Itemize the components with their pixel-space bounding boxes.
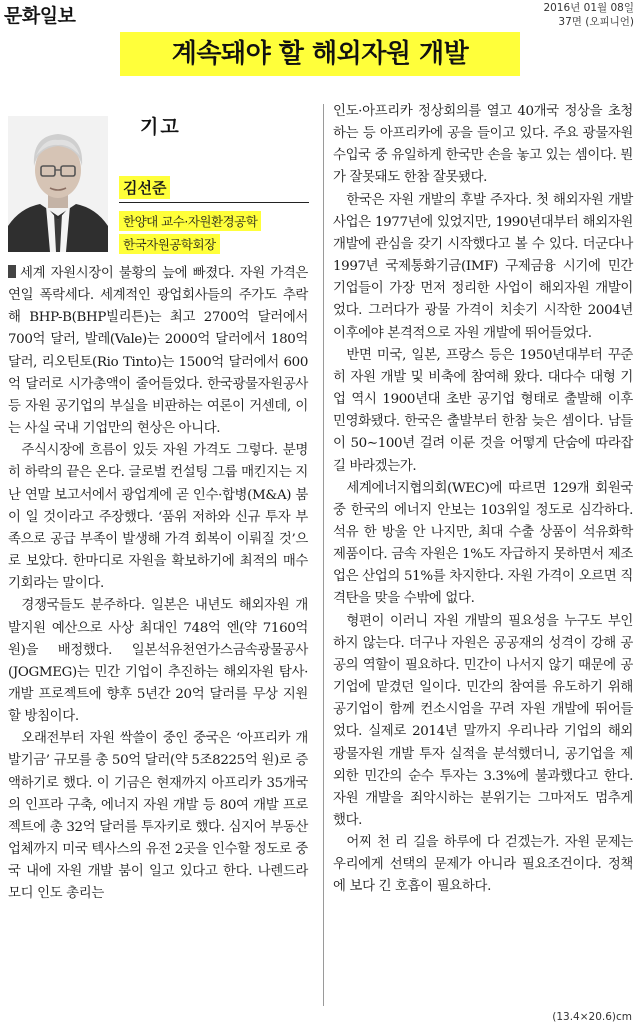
article-headline: 계속돼야 할 해외자원 개발	[171, 39, 469, 69]
byline-divider	[119, 202, 309, 203]
lead-marker	[8, 265, 16, 278]
article-paragraph: 세계에너지협의회(WEC)에 따르면 129개 회원국 중 한국의 에너지 안보는 103위일 정도로 심각하다. 석유 한 방울 안 나지만, 최대 수출 상품이 석유화학 제품이다. 금속 자원은 1%도 자급하지 못하면서 제조업은 산업의 51%를 차지한다. 자원 가격이 오르면 직격탄을 맞을 수밖에 없다.	[333, 480, 633, 607]
author-name: 김선준	[119, 176, 170, 199]
newspaper-masthead: 문화일보	[4, 5, 76, 27]
article-paragraph: 반면 미국, 일본, 프랑스 등은 1950년대부터 꾸준히 자원 개발 및 비축에 참여해 왔다. 대다수 대형 기업 역시 1900년대 초반 공기업 형태로 출발해 이후 민영화됐다. 한국은 출발부터 한참 늦은 셈이다. 남들이 50∼100년 걸려 이룬 것을 어떻게 단숨에 따라잡길 바라겠는가.	[333, 347, 633, 474]
author-portrait-photo	[8, 116, 108, 252]
article-column-right	[333, 101, 633, 899]
article-column-left	[8, 263, 308, 906]
article-paragraph: 인도·아프리카 정상회의를 열고 40개국 정상을 초청하는 등 아프리카에 공을 들이고 있다. 주요 광물자원 수입국 중 유일하게 한국만 손을 놓고 있는 셈이다. 뭔가 잘못돼도 한참 잘못됐다.	[333, 104, 633, 186]
article-paragraph: 주식시장에 흐름이 있듯 자원 가격도 그렇다. 분명히 하락의 끝은 온다. 글로벌 컨설팅 그룹 매킨지는 지난 연말 보고서에서 광업계에 곧 인수·합병(M&A) 붐이 일 것이라고 주장했다. ‘품위 저하와 신규 투자 부족으로 공급 부족이 발생해 가격 회복이 이뤄질 것’으로 보았다. 한마디로 자원을 확보하기에 최적의 매수 기회라는 말이다.	[8, 443, 308, 592]
author-portrait	[8, 116, 108, 252]
article-paragraph: 형편이 이러니 자원 개발의 필요성을 누구도 부인하지 않는다. 더구나 자원은 공공재의 성격이 강해 공공의 역할이 필요하다. 민간이 나서지 않기 때문에 공기업에 맡겼던 일이다. 민간의 참여를 유도하기 위해 공기업이 함께 컨소시엄을 꾸려 자원 개발에 뛰어들었다. 실제로 2014년 말까지 우리나라 기업의 해외 광물자원 개발 투자 실적을 분석했더니, 공기업을 제외한 민간의 순수 투자는 3.3%에 불과했다고 한다. 자원 개발을 죄악시하는 분위기는 그마저도 멈추게 했다.	[333, 613, 633, 828]
section-label: 기고	[140, 116, 181, 138]
article-paragraph: 경쟁국들도 분주하다. 일본은 내년도 해외자원 개발지원 예산으로 사상 최대인 748억 엔(약 7160억 원)을 배정했다. 일본석유천연가스금속광물공사(JOGMEG)는 민간 기업이 추진하는 해외자원 탐사·개발 프로젝트에 향후 5년간 20억 달러를 무상 지원할 방침이다.	[8, 598, 308, 725]
article-paragraph	[8, 263, 308, 440]
page-section: 37면 (오피니언)	[558, 16, 634, 28]
author-position: 한국자원공학회장	[119, 234, 220, 254]
column-divider	[323, 104, 324, 1006]
publication-meta	[543, 1, 634, 29]
article-paragraph: 한국은 자원 개발의 후발 주자다. 첫 해외자원 개발 사업은 1977년에 있었지만, 1990년대부터 해외자원 개발에 관심을 갖기 시작했다고 볼 수 있다. 더군다나 1997년 국제통화기금(IMF) 구제금융 시기에 민간 기업들이 가장 먼저 정리한 사업이 해외자원 개발이었다. 그러다가 광물 가격이 치솟기 시작한 2004년 이후에야 본격적으로 자원 개발에 뛰어들었다.	[333, 192, 633, 341]
author-affiliation: 한양대 교수·자원환경공학	[119, 211, 261, 231]
publication-date: 2016년 01월 08일	[543, 2, 634, 14]
article-paragraph: 오래전부터 자원 싹쓸이 중인 중국은 ‘아프리카 개발기금’ 규모를 총 50억 달러(약 5조8225억 원)로 증액하기로 했다. 이 기금은 현재까지 아프리카 35개국의 인프라 구축, 에너지 자원 개발 등 80여 개발 프로젝트에 총 32억 달러를 투자키로 했다. 심지어 부동산 업체까지 미국 텍사스의 유전 2곳을 인수할 정도로 중국 내에 자원 개발 붐이 일고 있다고 한다. 나렌드라 모디 인도 총리는	[8, 731, 308, 902]
clipping-size: (13.4×20.6)cm	[552, 1011, 632, 1023]
article-paragraph: 어찌 천 리 길을 하루에 다 걷겠는가. 자원 문제는 우리에게 선택의 문제가 아니라 필요조건이다. 정책에 보다 긴 호흡이 필요하다.	[333, 835, 633, 895]
article-paragraph-text: 세계 자원시장이 불황의 늪에 빠졌다. 자원 가격은 연일 폭락세다. 세계적인 광업회사들의 주가도 추락해 BHP-B(BHP빌리튼)는 최고 2700억 달러에서 700억 달러, 발레(Vale)는 2000억 달러에서 180억 달러, 리오틴토(Rio Tinto)는 1500억 달러에서 600억 달러로 시가총액이 줄어들었다. 한국광물자원공사 등 자원 공기업의 부실을 비판하는 여론이 거센데, 이는 사실 국내 기업만의 현상은 아니다.	[8, 266, 308, 437]
